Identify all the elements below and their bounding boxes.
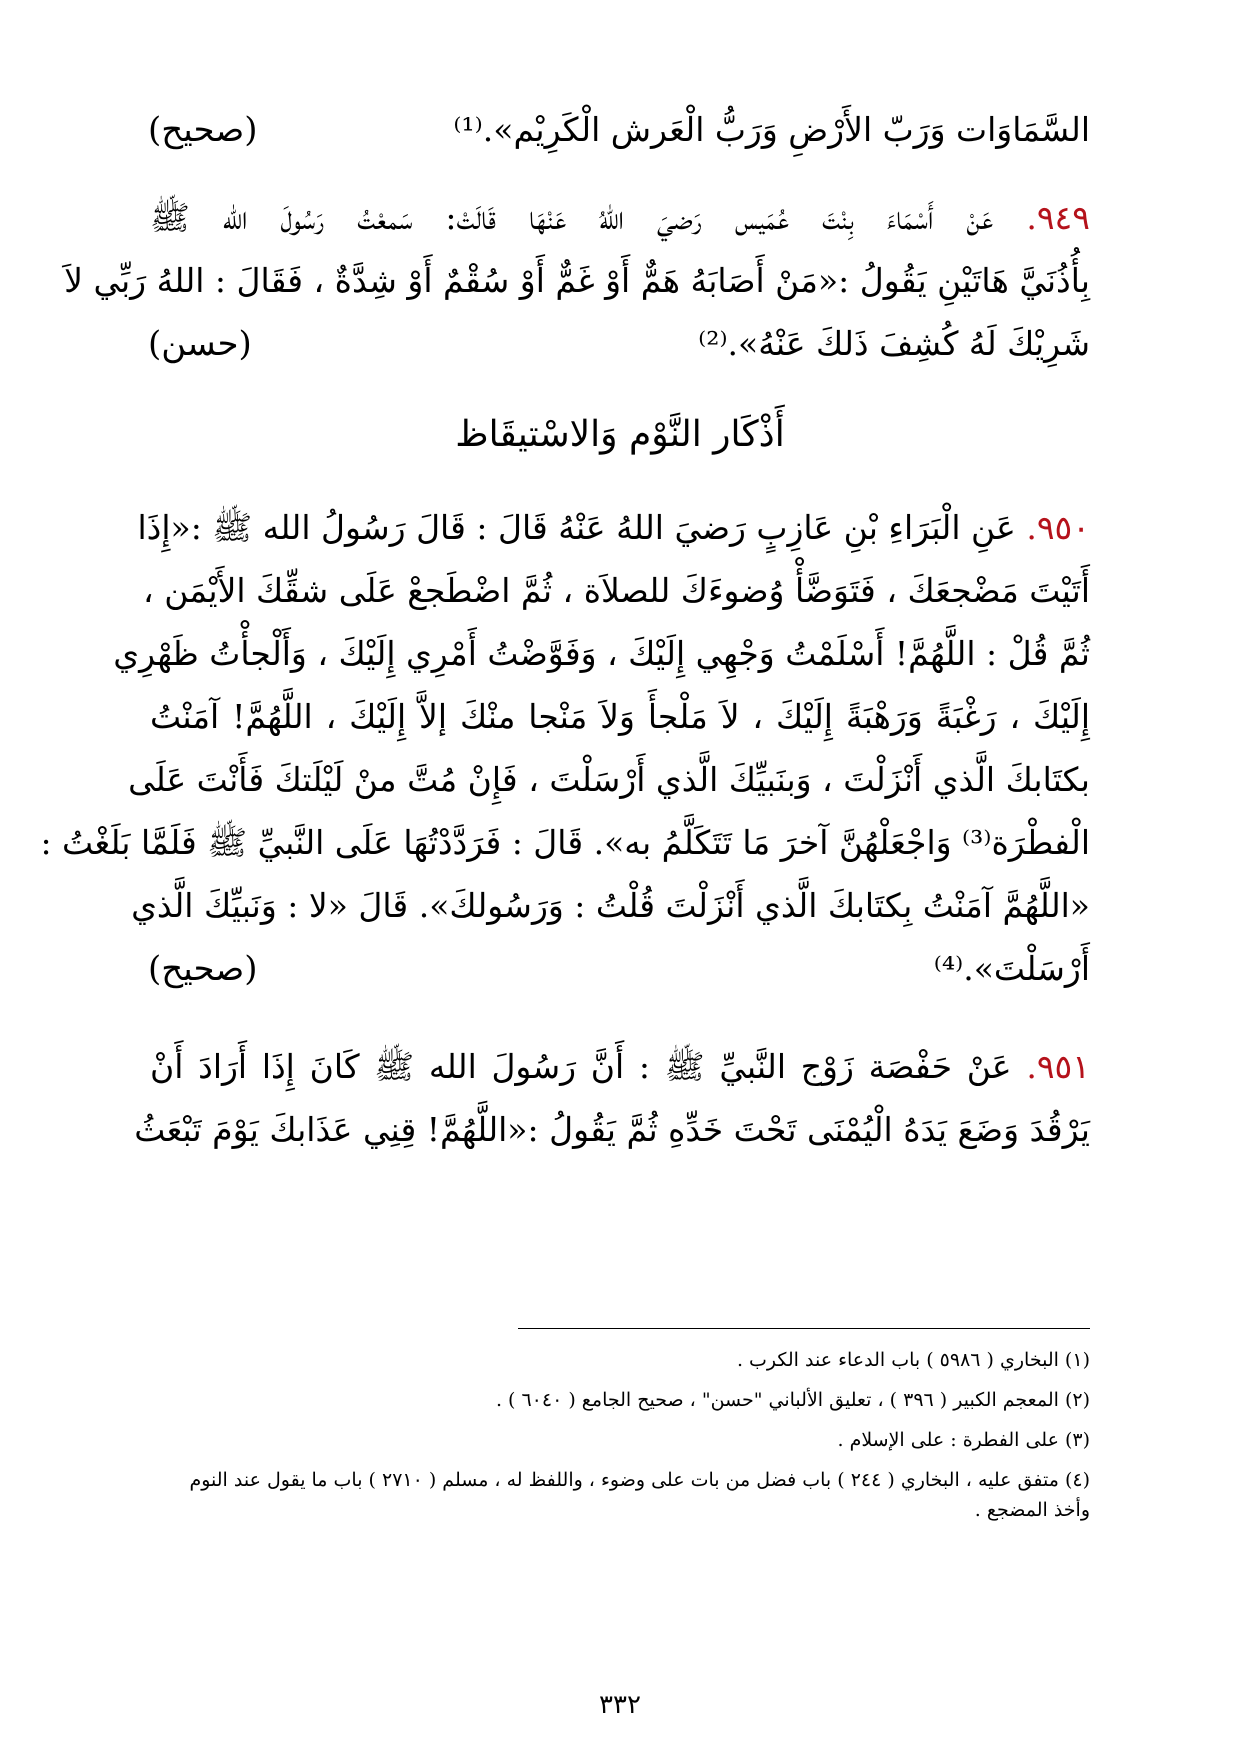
footnote-4: (٤) متفق عليه ، البخاري ( ٢٤٤ ) باب فضل من بات على وضوء ، واللفظ له ، مسلم ( ٢٧١٠ ) باب ما يقول عند النوم وأخذ المضجع . — [189, 1469, 1090, 1521]
grade-label: (صحيح) — [148, 110, 258, 150]
hadith-950-line-4: إِلَيْكَ ، رَغْبَةً وَرَهْبَةً إِلَيْكَ ، لاَ مَلْجأَ وَلاَ مَنْجا منْكَ إلاَّ إِلَيْكَ ، اللَّهُمَّ! آمَنْتُ — [150, 697, 1090, 736]
hadith-number: ٩٥١. — [1026, 1047, 1090, 1086]
hadith-950-line-7: «اللَّهُمَّ آمَنْتُ بِكتَابكَ الَّذي أَنْزَلْتَ قُلْتُ : وَرَسُولكَ». قَالَ «لا : وَنَبيِّكَ الَّذي — [131, 886, 1090, 925]
hadith-951-line-1: ٩٥١. عَنْ حَفْصَة زَوْج النَّبيِّ ﷺ : أَنَّ رَسُولَ الله ﷺ كَانَ إِذَا أَرَادَ أَنْ — [150, 1047, 1090, 1086]
page-number: ٣٣٢ — [599, 1690, 641, 1720]
hadith-949-line-1: ٩٤٩. عَنْ أَسْمَاءَ بِنْتَ عُمَيس رَضيَ اللهُ عَنْهَا قَالَتْ: سَمعْتُ رَسُولَ الله ﷺ — [150, 198, 1090, 237]
hadith-number: ٩٤٩. — [1026, 198, 1090, 237]
hadith-948-end-line: السَّمَاوَات وَرَبّ الأَرْضِ وَرَبُّ الْعَرش الْكَرِيْم».⁽¹⁾ — [453, 110, 1090, 149]
hadith-950-line-1: ٩٥٠. عَنِ الْبَرَاءِ بْنِ عَازِبٍ رَضيَ اللهُ عَنْهُ قَالَ : قَالَ رَسُولُ الله ﷺ :«إِذَا — [137, 508, 1090, 547]
footnote-3: (٣) على الفطرة : على الإسلام . — [837, 1429, 1090, 1451]
hadith-951-line-2: يَرْقُدَ وَضَعَ يَدَهُ الْيُمْنَى تَحْتَ خَدِّهِ ثُمَّ يَقُولُ :«اللَّهُمَّ! قِنِي عَذَابكَ يَوْمَ تَبْعَثُ — [134, 1110, 1090, 1149]
grade-label: (حسن) — [148, 324, 252, 364]
section-heading: أَذْكَار النَّوْم وَالاسْتيقَاظ — [455, 414, 785, 455]
hadith-950-line-5: بكتَابكَ الَّذي أَنْزَلْتَ ، وَبنَبيِّكَ الَّذي أَرْسَلْتَ ، فَإِنْ مُتَّ منْ لَيْلَتكَ فَأَنْتَ عَلَى — [128, 760, 1090, 799]
hadith-950-line-8: أَرْسَلْتَ».⁽⁴⁾ — [933, 949, 1090, 988]
hadith-950-line-6: الْفطْرَة⁽³⁾ وَاجْعَلْهُنَّ آخرَ مَا تَتَكَلَّمُ به». قَالَ : فَرَدَّدْتُهَا عَلَى النَّبيِّ ﷺ فَلَمَّا بَلَغْتُ : — [40, 823, 1090, 862]
hadith-950-line-2: أَتَيْتَ مَضْجعَكَ ، فَتَوَضَّأْ وُضوءَكَ للصلاَة ، ثُمَّ اضْطَجعْ عَلَى شقِّكَ الأَيْمَن ، — [143, 571, 1090, 610]
hadith-950-line-3: ثُمَّ قُلْ : اللَّهُمَّ! أَسْلَمْتُ وَجْهِي إِلَيْكَ ، وَفَوَّضْتُ أَمْرِي إِلَيْكَ ، وَأَلْجأْتُ ظَهْرِي — [113, 634, 1090, 673]
hadith-number: ٩٥٠. — [1026, 508, 1090, 547]
hadith-949-line-2: بِأُذُنَيَّ هَاتَيْنِ يَقُولُ :«مَنْ أَصَابَهُ هَمٌّ أَوْ غَمٌّ أَوْ سُقْمٌ أَوْ شِدَّةٌ ، فَقَالَ : اللهُ رَبِّي لاَ — [64, 261, 1090, 300]
footnote-separator — [518, 1328, 1090, 1329]
footnote-1: (١) البخاري ( ٥٩٨٦ ) باب الدعاء عند الكرب . — [736, 1349, 1090, 1371]
footnote-2: (٢) المعجم الكبير ( ٣٩٦ ) ، تعليق الألباني "حسن" ، صحيح الجامع ( ٦٠٤٠ ) . — [495, 1389, 1090, 1411]
grade-label: (صحيح) — [148, 949, 258, 989]
hadith-949-line-3: شَرِيْكَ لَهُ كُشِفَ ذَلكَ عَنْهُ».⁽²⁾ — [698, 324, 1090, 363]
